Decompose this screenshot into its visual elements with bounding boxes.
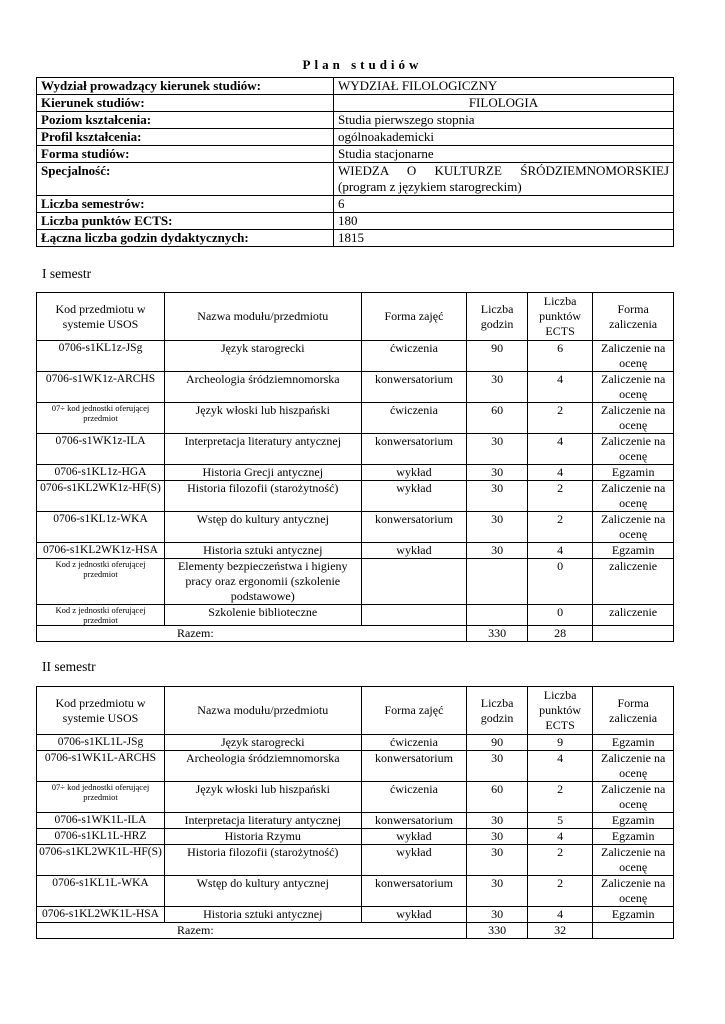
course-form: ćwiczenia	[361, 735, 467, 751]
course-code: 0706-s1WK1L-ILA	[37, 813, 165, 829]
course-form: wykład	[361, 829, 467, 845]
course-code: 0706-s1WK1z-ARCHS	[37, 372, 165, 403]
table-row	[37, 782, 674, 813]
table-row	[37, 543, 674, 559]
course-name: Historia filozofii (starożytność)	[165, 845, 362, 876]
course-form: konwersatorium	[361, 512, 467, 543]
course-form: ćwiczenia	[361, 403, 467, 434]
course-ects: 4	[527, 543, 593, 559]
total-empty	[593, 923, 674, 939]
course-form	[361, 605, 467, 626]
course-name: Archeologia śródziemnomorska	[165, 751, 362, 782]
course-code: 0706-s1KL1L-WKA	[37, 876, 165, 907]
table-row	[37, 512, 674, 543]
table-row	[37, 605, 674, 626]
course-name: Język starogrecki	[165, 735, 362, 751]
course-code: 0706-s1KL1z-WKA	[37, 512, 165, 543]
course-name: Szkolenie biblioteczne	[165, 605, 362, 626]
course-hours: 30	[467, 372, 527, 403]
info-label: Liczba punktów ECTS:	[37, 213, 334, 230]
table-row	[37, 813, 674, 829]
table-row	[37, 735, 674, 751]
info-value: 1815	[334, 230, 674, 247]
course-code: 0706-s1KL2WK1L-HF(S)	[37, 845, 165, 876]
table-row	[37, 403, 674, 434]
info-row	[37, 213, 674, 230]
table-row	[37, 876, 674, 907]
course-code: 0706-s1KL2WK1z-HSA	[37, 543, 165, 559]
table-row	[37, 481, 674, 512]
info-value: ogólnoakademicki	[334, 129, 674, 146]
table-row	[37, 751, 674, 782]
course-form: konwersatorium	[361, 813, 467, 829]
semester-2-title: II semestr	[42, 659, 96, 674]
course-ects: 4	[527, 465, 593, 481]
course-credit: Zaliczenie na ocenę	[593, 845, 674, 876]
info-label: Forma studiów:	[37, 146, 334, 163]
specialty-note: (program z językiem starogreckim)	[338, 179, 522, 194]
course-name: Elementy bezpieczeństwa i higieny pracy oraz ergonomii (szkolenie podstawowe)	[165, 559, 362, 605]
header-code: Kod przedmiotu w systemie USOS	[37, 687, 165, 735]
course-ects: 4	[527, 829, 593, 845]
total-row	[37, 923, 674, 939]
course-code: 0706-s1KL1L-HRZ	[37, 829, 165, 845]
course-credit: Zaliczenie na ocenę	[593, 782, 674, 813]
course-hours: 30	[467, 465, 527, 481]
info-label: Kierunek studiów:	[37, 95, 334, 112]
course-ects: 5	[527, 813, 593, 829]
info-label: Liczba semestrów:	[37, 196, 334, 213]
course-credit: Egzamin	[593, 907, 674, 923]
total-hours: 330	[467, 923, 527, 939]
course-code: 07÷ kod jednostki oferującej przedmiot	[37, 403, 165, 434]
total-row	[37, 626, 674, 642]
course-ects: 6	[527, 341, 593, 372]
course-ects: 2	[527, 481, 593, 512]
course-form: wykład	[361, 481, 467, 512]
total-label	[37, 923, 467, 939]
course-code: 0706-s1WK1L-ARCHS	[37, 751, 165, 782]
course-hours	[467, 559, 527, 605]
course-form: konwersatorium	[361, 876, 467, 907]
course-form: konwersatorium	[361, 372, 467, 403]
course-form: wykład	[361, 465, 467, 481]
course-name: Historia filozofii (starożytność)	[165, 481, 362, 512]
course-hours: 30	[467, 434, 527, 465]
header-credit: Forma zaliczenia	[593, 293, 674, 341]
course-credit: zaliczenie	[593, 605, 674, 626]
course-credit: Zaliczenie na ocenę	[593, 481, 674, 512]
course-code: 0706-s1KL2WK1L-HSA	[37, 907, 165, 923]
course-name: Język starogrecki	[165, 341, 362, 372]
course-hours: 30	[467, 829, 527, 845]
table-row	[37, 465, 674, 481]
page-title: Plan studiów	[302, 57, 423, 72]
table-row	[37, 907, 674, 923]
header-form: Forma zajęć	[361, 687, 467, 735]
course-form	[361, 559, 467, 605]
info-row	[37, 196, 674, 213]
course-ects: 2	[527, 782, 593, 813]
course-hours: 30	[467, 481, 527, 512]
header-form: Forma zajęć	[361, 293, 467, 341]
course-name: Interpretacja literatury antycznej	[165, 434, 362, 465]
info-value	[334, 163, 674, 196]
course-credit: Egzamin	[593, 813, 674, 829]
course-hours: 90	[467, 341, 527, 372]
course-name: Interpretacja literatury antycznej	[165, 813, 362, 829]
course-code: Kod z jednostki oferującej przedmiot	[37, 605, 165, 626]
info-value: FILOLOGIA	[334, 95, 674, 112]
course-hours: 30	[467, 751, 527, 782]
info-row	[37, 230, 674, 247]
header-code: Kod przedmiotu w systemie USOS	[37, 293, 165, 341]
course-ects: 4	[527, 372, 593, 403]
info-row	[37, 95, 674, 112]
course-code: 0706-s1KL2WK1z-HF(S)	[37, 481, 165, 512]
course-hours	[467, 605, 527, 626]
course-name: Historia sztuki antycznej	[165, 907, 362, 923]
course-hours: 30	[467, 876, 527, 907]
course-hours: 30	[467, 813, 527, 829]
semester-1-title: I semestr	[42, 266, 92, 281]
course-hours: 30	[467, 512, 527, 543]
course-name: Wstęp do kultury antycznej	[165, 512, 362, 543]
course-credit: Zaliczenie na ocenę	[593, 512, 674, 543]
course-ects: 4	[527, 907, 593, 923]
course-hours: 30	[467, 543, 527, 559]
info-value: Studia pierwszego stopnia	[334, 112, 674, 129]
header-credit: Forma zaliczenia	[593, 687, 674, 735]
header-name: Nazwa modułu/przedmiotu	[165, 293, 362, 341]
info-row	[37, 129, 674, 146]
course-hours: 90	[467, 735, 527, 751]
course-form: wykład	[361, 845, 467, 876]
course-name: Wstęp do kultury antycznej	[165, 876, 362, 907]
course-form: konwersatorium	[361, 751, 467, 782]
info-row	[37, 146, 674, 163]
course-ects: 4	[527, 751, 593, 782]
total-label-text: Razem:	[177, 626, 214, 640]
table-row	[37, 845, 674, 876]
course-ects: 2	[527, 845, 593, 876]
course-code: 0706-s1WK1z-ILA	[37, 434, 165, 465]
table-row	[37, 829, 674, 845]
info-label: Poziom kształcenia:	[37, 112, 334, 129]
course-ects: 9	[527, 735, 593, 751]
course-name: Archeologia śródziemnomorska	[165, 372, 362, 403]
course-hours: 60	[467, 403, 527, 434]
total-label	[37, 626, 467, 642]
total-ects: 28	[527, 626, 593, 642]
info-row	[37, 112, 674, 129]
course-ects: 2	[527, 876, 593, 907]
course-credit: Zaliczenie na ocenę	[593, 372, 674, 403]
course-code: 0706-s1KL1z-JSg	[37, 341, 165, 372]
course-ects: 2	[527, 512, 593, 543]
table-header-row	[37, 293, 674, 341]
header-ects: Liczba punktów ECTS	[527, 293, 593, 341]
course-code: Kod z jednostki oferującej przedmiot	[37, 559, 165, 605]
total-hours: 330	[467, 626, 527, 642]
course-form: wykład	[361, 907, 467, 923]
course-form: konwersatorium	[361, 434, 467, 465]
table-row	[37, 372, 674, 403]
course-credit: Egzamin	[593, 735, 674, 751]
semester-1-table	[36, 292, 674, 642]
table-row	[37, 434, 674, 465]
total-label-text: Razem:	[177, 923, 214, 937]
course-ects: 0	[527, 605, 593, 626]
course-code: 0706-s1KL1z-HGA	[37, 465, 165, 481]
course-form: wykład	[361, 543, 467, 559]
course-name: Język włoski lub hiszpański	[165, 782, 362, 813]
course-name: Historia Rzymu	[165, 829, 362, 845]
course-hours: 60	[467, 782, 527, 813]
info-label: Wydział prowadzący kierunek studiów:	[37, 78, 334, 95]
course-name: Historia Grecji antycznej	[165, 465, 362, 481]
course-credit: Zaliczenie na ocenę	[593, 876, 674, 907]
header-name: Nazwa modułu/przedmiotu	[165, 687, 362, 735]
study-info-table	[36, 77, 674, 247]
course-credit: Egzamin	[593, 543, 674, 559]
total-ects: 32	[527, 923, 593, 939]
course-ects: 0	[527, 559, 593, 605]
course-credit: Egzamin	[593, 829, 674, 845]
table-row	[37, 559, 674, 605]
course-name: Historia sztuki antycznej	[165, 543, 362, 559]
specialty-name: WIEDZA O KULTURZE ŚRÓDZIEMNOMORSKIEJ	[338, 163, 669, 178]
table-header-row	[37, 687, 674, 735]
header-hours: Liczba godzin	[467, 293, 527, 341]
course-ects: 2	[527, 403, 593, 434]
course-form: ćwiczenia	[361, 782, 467, 813]
info-value: WYDZIAŁ FILOLOGICZNY	[334, 78, 674, 95]
course-hours: 30	[467, 907, 527, 923]
info-row	[37, 163, 674, 196]
course-hours: 30	[467, 845, 527, 876]
header-ects: Liczba punktów ECTS	[527, 687, 593, 735]
semester-2-table	[36, 686, 674, 939]
course-form: ćwiczenia	[361, 341, 467, 372]
course-ects: 4	[527, 434, 593, 465]
table-row	[37, 341, 674, 372]
header-hours: Liczba godzin	[467, 687, 527, 735]
info-row	[37, 78, 674, 95]
course-credit: Zaliczenie na ocenę	[593, 341, 674, 372]
info-value: 180	[334, 213, 674, 230]
info-label: Specjalność:	[37, 163, 334, 196]
course-credit: Zaliczenie na ocenę	[593, 751, 674, 782]
info-label: Profil kształcenia:	[37, 129, 334, 146]
course-credit: zaliczenie	[593, 559, 674, 605]
course-name: Język włoski lub hiszpański	[165, 403, 362, 434]
course-credit: Zaliczenie na ocenę	[593, 403, 674, 434]
course-code: 0706-s1KL1L-JSg	[37, 735, 165, 751]
info-value: 6	[334, 196, 674, 213]
info-label: Łączna liczba godzin dydaktycznych:	[37, 230, 334, 247]
course-credit: Zaliczenie na ocenę	[593, 434, 674, 465]
course-code: 07÷ kod jednostki oferującej przedmiot	[37, 782, 165, 813]
course-credit: Egzamin	[593, 465, 674, 481]
info-value: Studia stacjonarne	[334, 146, 674, 163]
total-empty	[593, 626, 674, 642]
